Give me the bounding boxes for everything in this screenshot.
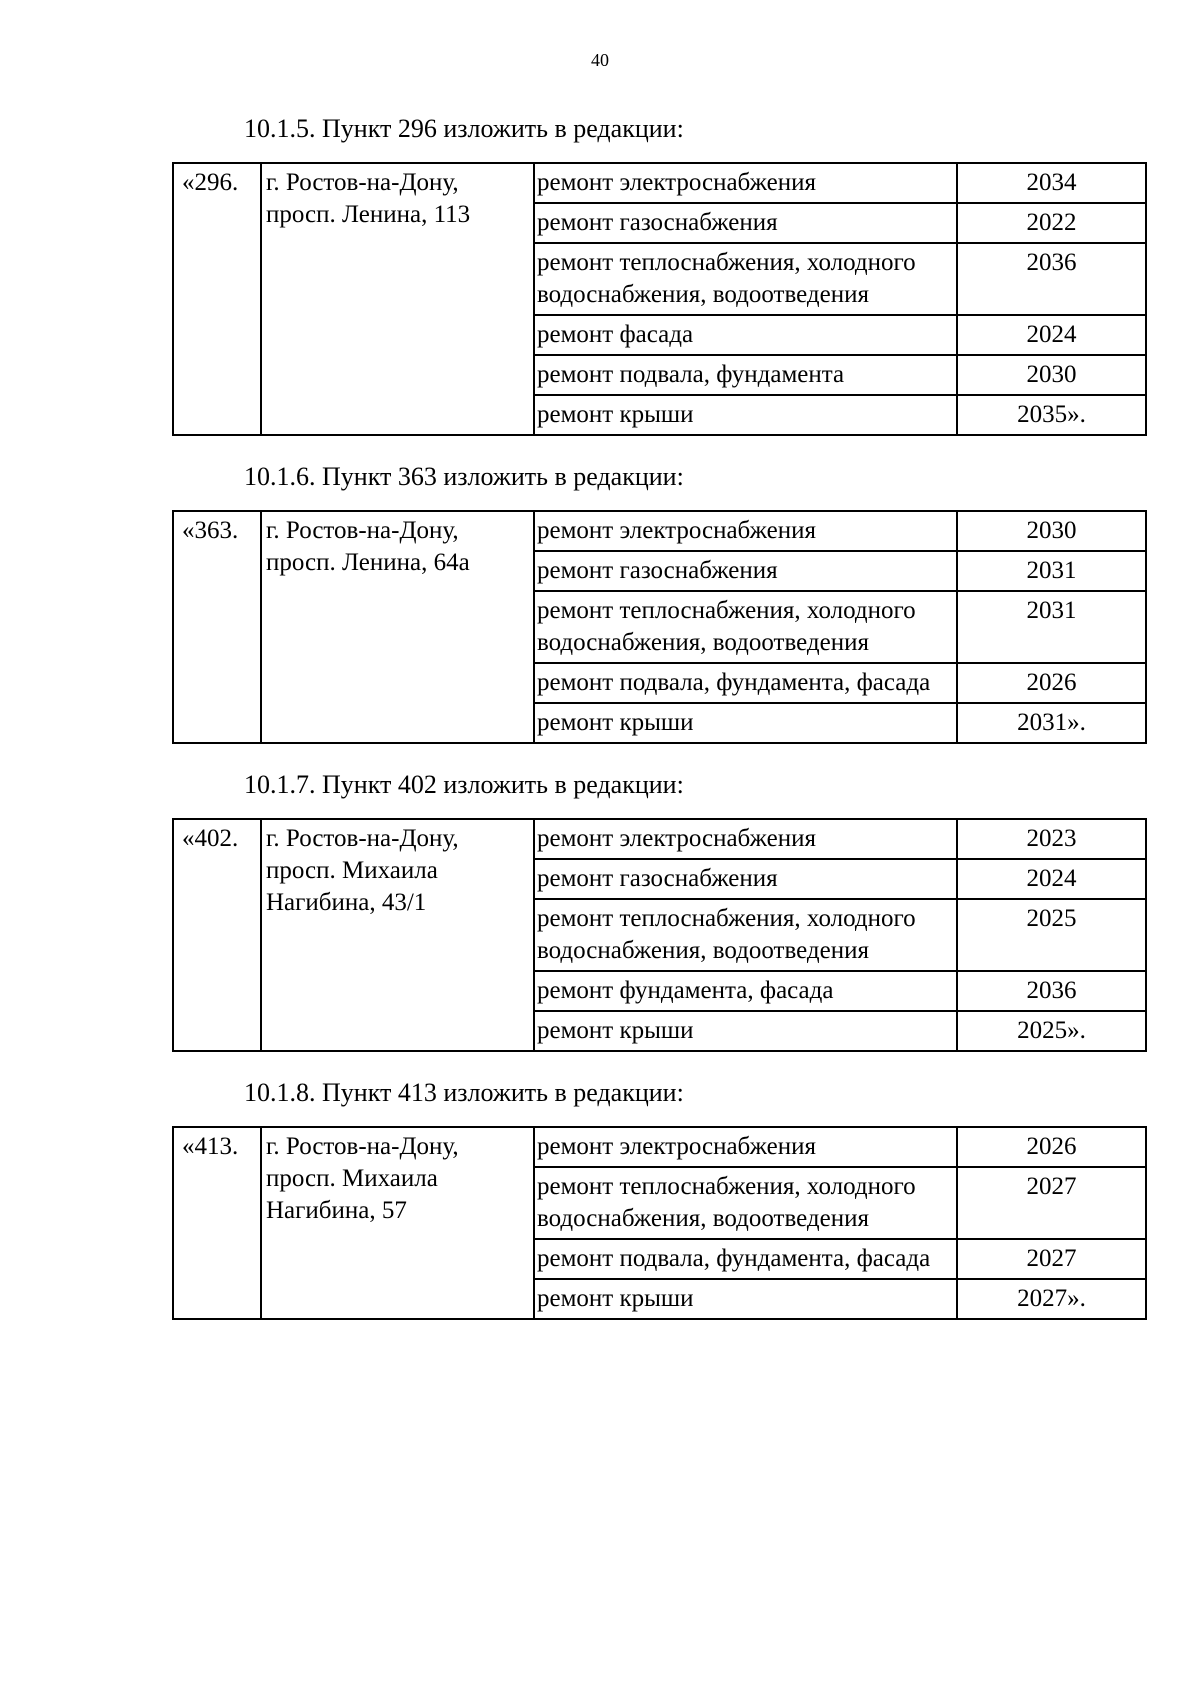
work-year: 2031	[957, 551, 1146, 591]
work-name: ремонт крыши	[534, 703, 957, 743]
work-name: ремонт газоснабжения	[534, 203, 957, 243]
item-number: «402.	[173, 819, 261, 1051]
repair-table	[172, 162, 1147, 436]
work-year: 2023	[957, 819, 1146, 859]
work-name: ремонт подвала, фундамента	[534, 355, 957, 395]
work-year: 2024	[957, 315, 1146, 355]
section-3	[172, 1076, 1147, 1320]
address-cell: г. Ростов-на-Дону, просп. Михаила Нагибина, 57	[261, 1127, 534, 1319]
work-name: ремонт электроснабжения	[534, 819, 957, 859]
table-row	[173, 1127, 1146, 1167]
section-heading: 10.1.7. Пункт 402 изложить в редакции:	[244, 770, 684, 799]
section-1	[172, 460, 1147, 744]
work-name: ремонт теплоснабжения, холодного водоснабжения, водоотведения	[534, 243, 957, 315]
work-year: 2022	[957, 203, 1146, 243]
address-cell: г. Ростов-на-Дону, просп. Ленина, 64а	[261, 511, 534, 743]
work-name: ремонт подвала, фундамента, фасада	[534, 1239, 957, 1279]
work-year: 2025	[957, 899, 1146, 971]
work-name: ремонт крыши	[534, 1279, 957, 1319]
work-year: 2027	[957, 1167, 1146, 1239]
work-year: 2031	[957, 591, 1146, 663]
work-year: 2036	[957, 971, 1146, 1011]
section-heading: 10.1.5. Пункт 296 изложить в редакции:	[244, 114, 684, 143]
work-name: ремонт крыши	[534, 1011, 957, 1051]
work-name: ремонт теплоснабжения, холодного водоснабжения, водоотведения	[534, 899, 957, 971]
repair-table	[172, 818, 1147, 1052]
document-content	[172, 112, 1147, 1344]
section-heading: 10.1.6. Пункт 363 изложить в редакции:	[244, 462, 684, 491]
work-name: ремонт фундамента, фасада	[534, 971, 957, 1011]
work-name: ремонт теплоснабжения, холодного водоснабжения, водоотведения	[534, 591, 957, 663]
repair-table	[172, 510, 1147, 744]
repair-table	[172, 1126, 1147, 1320]
work-year: 2030	[957, 355, 1146, 395]
work-year: 2024	[957, 859, 1146, 899]
work-name: ремонт электроснабжения	[534, 1127, 957, 1167]
work-name: ремонт электроснабжения	[534, 511, 957, 551]
table-row	[173, 819, 1146, 859]
work-year: 2036	[957, 243, 1146, 315]
work-year: 2030	[957, 511, 1146, 551]
item-number: «296.	[173, 163, 261, 435]
section-0	[172, 112, 1147, 436]
work-name: ремонт крыши	[534, 395, 957, 435]
work-name: ремонт фасада	[534, 315, 957, 355]
work-year: 2034	[957, 163, 1146, 203]
item-number: «363.	[173, 511, 261, 743]
work-name: ремонт теплоснабжения, холодного водоснабжения, водоотведения	[534, 1167, 957, 1239]
work-year: 2027	[957, 1239, 1146, 1279]
section-2	[172, 768, 1147, 1052]
work-name: ремонт электроснабжения	[534, 163, 957, 203]
item-number: «413.	[173, 1127, 261, 1319]
address-cell: г. Ростов-на-Дону, просп. Михаила Нагибина, 43/1	[261, 819, 534, 1051]
section-heading: 10.1.8. Пункт 413 изложить в редакции:	[244, 1078, 684, 1107]
table-row	[173, 511, 1146, 551]
table-row	[173, 163, 1146, 203]
work-year: 2026	[957, 663, 1146, 703]
work-year: 2035».	[957, 395, 1146, 435]
work-name: ремонт подвала, фундамента, фасада	[534, 663, 957, 703]
work-year: 2025».	[957, 1011, 1146, 1051]
page-number: 40	[591, 50, 609, 70]
work-name: ремонт газоснабжения	[534, 551, 957, 591]
work-year: 2031».	[957, 703, 1146, 743]
address-cell: г. Ростов-на-Дону, просп. Ленина, 113	[261, 163, 534, 435]
work-name: ремонт газоснабжения	[534, 859, 957, 899]
work-year: 2027».	[957, 1279, 1146, 1319]
work-year: 2026	[957, 1127, 1146, 1167]
